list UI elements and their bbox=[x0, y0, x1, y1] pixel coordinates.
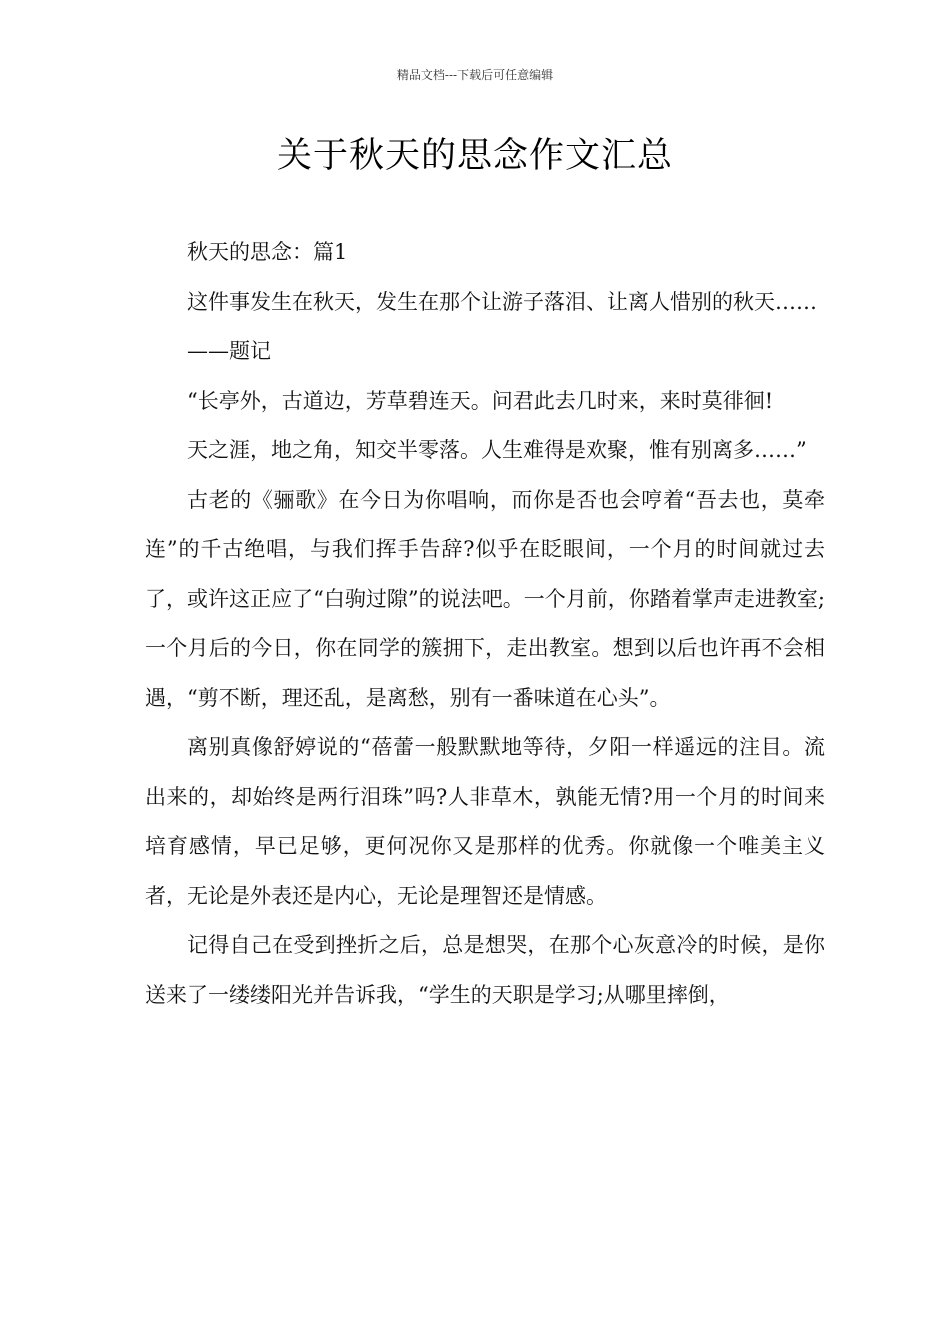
quote-paragraph: “长亭外，古道边，芳草碧连天。问君此去几时来，来时莫徘徊! bbox=[187, 388, 774, 413]
paragraph: 这件事发生在秋天，发生在那个让游子落泪、让离人惜别的秋天…… bbox=[187, 289, 817, 314]
epigraph-attribution: ——题记 bbox=[187, 339, 271, 363]
quote-paragraph: 天之涯，地之角，知交半零落。人生难得是欢聚，惟有别离多……” bbox=[187, 438, 807, 462]
document-title: 关于秋天的思念作文汇总 bbox=[276, 136, 673, 176]
paragraph: 离别真像舒婷说的“蓓蕾一般默默地等待，夕阳一样遥远的注目。流出来的，却始终是两行泪珠”吗?人非草木，孰能无情?用一个月的时间来培育感情，早已足够，更何况你又是那样的优秀。你就像一个唯美主义者，无论是外表还是内心，无论是理智还是情感。 bbox=[145, 735, 825, 908]
document-body bbox=[145, 228, 825, 1020]
paragraph: 古老的《骊歌》在今日为你唱响，而你是否也会哼着“吾去也，莫牵连”的千古绝唱，与我们挥手告辞?似乎在眨眼间，一个月的时间就过去了，或许这正应了“白驹过隙”的说法吧。一个月前，你踏着掌声走进教室;一个月后的今日，你在同学的簇拥下，走出教室。想到以后也许再不会相遇，“剪不断，理还乱，是离愁，别有一番味道在心头”。 bbox=[145, 487, 825, 710]
page-header: 精品文档---下载后可任意编辑 bbox=[396, 68, 554, 82]
paragraph: 记得自己在受到挫折之后，总是想哭，在那个心灰意冷的时候，是你送来了一缕缕阳光并告诉我，“学生的天职是学习;从哪里摔倒， bbox=[145, 933, 825, 1007]
section-heading: 秋天的思念：篇1 bbox=[187, 240, 348, 264]
